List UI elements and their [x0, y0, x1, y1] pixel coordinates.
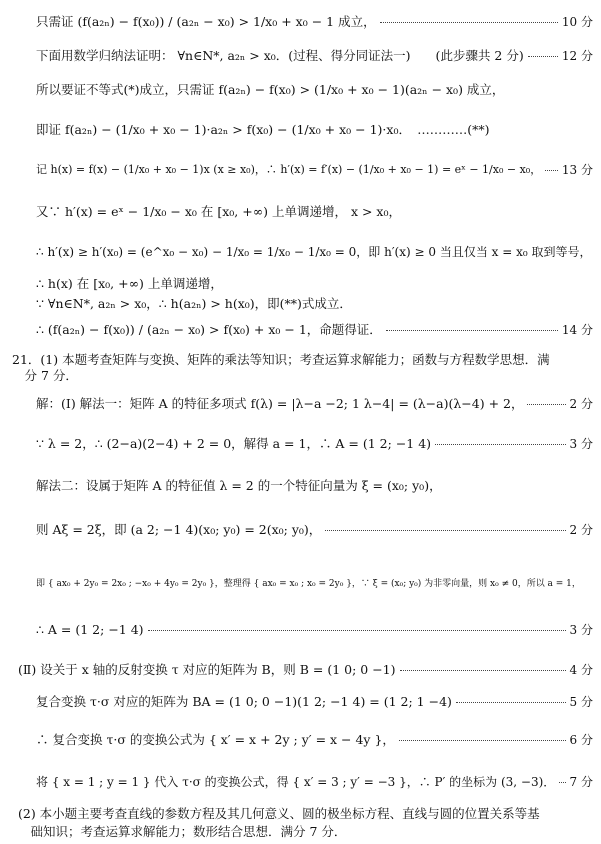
line-1 — [36, 14, 593, 30]
line-23 — [18, 806, 593, 822]
line-16 — [36, 522, 593, 538]
line-15-text: 解法二：设属于矩阵 A 的特征值 λ = 2 的一个特征向量为 ξ = (x₀; y₀)， — [36, 478, 442, 493]
leader-dots — [545, 170, 558, 171]
line-4-text: 即证 f(a₂ₙ) − (1/x₀ + x₀ − 1)·a₂ₙ > f(x₀) − (1/x₀ + x₀ − 1)·x₀． …………(**) — [36, 122, 490, 137]
line-6-text: 又∵ h′(x) = eˣ − 1/x₀ − x₀ 在 [x₀, +∞) 上单调递增， x > x₀， — [36, 204, 401, 219]
line-4 — [36, 122, 593, 138]
leader-dots — [148, 630, 566, 631]
line-2 — [36, 48, 593, 64]
line-9 — [36, 296, 593, 312]
line-10-text: ∴ (f(a₂ₙ) − f(x₀)) / (a₂ₙ − x₀) > f(x₀) + x₀ − 1，命题得证． — [36, 322, 382, 337]
line-24 — [18, 824, 593, 840]
score-mark: 2 分 — [569, 397, 593, 411]
line-21 — [36, 732, 593, 748]
line-14 — [36, 436, 593, 452]
line-5-text: 记 h(x) = f(x) − (1/x₀ + x₀ − 1)x (x ≥ x₀)，∴ h′(x) = f′(x) − (1/x₀ + x₀ − 1) = eˣ − 1/x₀ − x₀， — [36, 163, 542, 176]
line-20-text: 复合变换 τ·σ 对应的矩阵为 BA = (1 0; 0 −1)(1 2; −1 4) = (1 2; 1 −4) — [36, 694, 452, 709]
score-mark: 13 分 — [561, 163, 593, 177]
line-9-text: ∵ ∀n∈N*, a₂ₙ > x₀，∴ h(a₂ₙ) > h(x₀)，即(**)式成立． — [36, 296, 352, 311]
line-21-text: ∴ 复合变换 τ·σ 的变换公式为 { x′ = x + 2y ; y′ = x − 4y }， — [36, 732, 395, 747]
line-13 — [36, 396, 593, 412]
line-17 — [36, 576, 593, 592]
line-12 — [12, 368, 593, 384]
line-23-text: (2) 本小题主要考查直线的参数方程及其几何意义、圆的极坐标方程、直线与圆的位置关系等基 — [18, 806, 540, 821]
line-7 — [36, 244, 593, 260]
line-24-text: 础知识；考查运算求解能力；数形结合思想．满分 7 分． — [18, 824, 347, 839]
score-mark: 7 分 — [569, 775, 593, 789]
score-mark: 2 分 — [569, 523, 593, 537]
score-mark: 4 分 — [569, 663, 593, 677]
leader-dots — [527, 404, 565, 405]
line-22 — [36, 774, 593, 790]
score-mark: 10 分 — [561, 15, 593, 29]
score-mark: 3 分 — [569, 437, 593, 451]
line-11-text: 21．(1) 本题考查矩阵与变换、矩阵的乘法等知识；考查运算求解能力；函数与方程数学思想．满 — [12, 352, 550, 367]
leader-dots — [386, 330, 558, 331]
line-11 — [12, 352, 593, 368]
line-2-text: 下面用数学归纳法证明： ∀n∈N*, a₂ₙ > x₀．(过程、得分同证法一) (此步骤共 2 分) — [36, 48, 524, 63]
line-3 — [36, 82, 593, 98]
score-mark: 14 分 — [561, 323, 593, 337]
line-7-text: ∴ h′(x) ≥ h′(x₀) = (e^x₀ − x₀) − 1/x₀ = 1/x₀ − 1/x₀ = 0，即 h′(x) ≥ 0 当且仅当 x = x₀ 取到等号， — [36, 245, 592, 259]
leader-dots — [559, 782, 565, 783]
line-6 — [36, 204, 593, 220]
leader-dots — [435, 444, 565, 445]
line-19-text: (Ⅱ) 设关于 x 轴的反射变换 τ 对应的矩阵为 B，则 B = (1 0; 0 −1) — [18, 662, 396, 677]
line-15 — [36, 478, 593, 494]
line-12-text: 分 7 分． — [12, 368, 78, 383]
leader-dots — [456, 702, 566, 703]
line-13-text: 解：(Ⅰ) 解法一：矩阵 A 的特征多项式 f(λ) = |λ−a −2; 1 λ−4| = (λ−a)(λ−4) + 2， — [36, 396, 524, 411]
line-1-text: 只需证 (f(a₂ₙ) − f(x₀)) / (a₂ₙ − x₀) > 1/x₀ + x₀ − 1 成立， — [36, 14, 376, 29]
line-18 — [36, 622, 593, 638]
leader-dots — [399, 740, 566, 741]
leader-dots — [325, 530, 565, 531]
line-5 — [36, 162, 593, 178]
score-mark: 3 分 — [569, 623, 593, 637]
score-mark: 6 分 — [569, 733, 593, 747]
leader-dots — [528, 56, 558, 57]
line-22-text: 将 { x = 1 ; y = 1 } 代入 τ·σ 的变换公式，得 { x′ = 3 ; y′ = −3 }，∴ P′ 的坐标为 (3, −3)． — [36, 775, 556, 789]
score-mark: 12 分 — [561, 49, 593, 63]
line-10 — [36, 322, 593, 338]
line-14-text: ∵ λ = 2，∴ (2−a)(2−4) + 2 = 0，解得 a = 1，∴ A = (1 2; −1 4) — [36, 436, 432, 451]
line-17-text: 即 { ax₀ + 2y₀ = 2x₀ ; −x₀ + 4y₀ = 2y₀ }，整理得 { ax₀ = x₀ ; x₀ = 2y₀ }，∵ ξ = (x₀; y₀) 为非零向量，则 x₀ ≠ 0，所以 a = 1， — [36, 579, 581, 589]
line-16-text: 则 Aξ = 2ξ，即 (a 2; −1 4)(x₀; y₀) = 2(x₀; y₀)， — [36, 522, 322, 537]
line-8 — [36, 276, 593, 292]
line-3-text: 所以要证不等式(*)成立，只需证 f(a₂ₙ) − f(x₀) > (1/x₀ + x₀ − 1)(a₂ₙ − x₀) 成立， — [36, 82, 505, 97]
score-mark: 5 分 — [569, 695, 593, 709]
line-18-text: ∴ A = (1 2; −1 4) — [36, 622, 144, 637]
leader-dots — [400, 670, 566, 671]
line-19 — [18, 662, 593, 678]
leader-dots — [380, 22, 558, 23]
line-8-text: ∴ h(x) 在 [x₀, +∞) 上单调递增， — [36, 276, 223, 291]
line-20 — [36, 694, 593, 710]
